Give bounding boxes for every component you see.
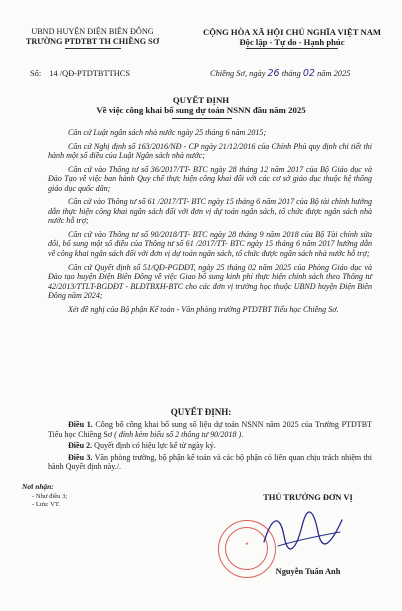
article-text: Văn phòng trường, bộ phận kế toán và các bộ phận có liên quan chịu trách nhiệm thi hành Quyết định này./.	[48, 452, 372, 472]
signer-title: THỦ TRƯỞNG ĐƠN VỊ	[263, 493, 353, 502]
preamble-item: Căn cứ vào Thông tư số 36/2017/TT- BTC ngày 28 tháng 12 năm 2017 của Bộ Giáo dục và Đào Tạo về việc ban hành Quy chế thực hiện công khai đối với các cơ sở giáo dục thuộc hệ thống giáo dục quốc dân;	[48, 164, 372, 193]
article-label: Điều 1.	[68, 420, 93, 429]
header-right-rule	[246, 48, 338, 49]
title-rule	[172, 118, 232, 119]
recipients	[22, 482, 67, 509]
date-day: 26	[267, 68, 280, 79]
article-1	[48, 420, 372, 439]
doc-number-prefix: Số:	[30, 69, 42, 78]
article-tail: .	[241, 429, 244, 439]
preamble-item: Căn cứ Quyết định số 51/QĐ-PGDĐT, ngày 25 tháng 02 năm 2025 của Phòng Giáo dục và Đào tạo huyện Điện Biên Đông về việc Giao bổ sung kinh phí thực hiện chính sách theo Thông tư 42/2013/TTLT-BGDĐT - BLĐTBXH-BTC cho các đơn vị trường học thuộc UBND huyện Điện Biên Đông năm 2024;	[48, 262, 372, 301]
preamble	[48, 128, 372, 314]
preamble-item: Căn cứ Luật ngân sách nhà nước ngày 25 tháng 6 năm 2015;	[68, 128, 267, 137]
articles	[48, 420, 372, 472]
preamble-item: Căn cứ vào Thông tư số 61 /2017/TT- BTC ngày 15 tháng 6 năm 2017 của Bộ tài chính hướng dẫn thực hiện công khai ngân sách đối với đơn vị dự toán ngân sách, tổ chức được ngân sách nhà nước hỗ trợ;	[48, 197, 372, 226]
article-text: Công bố công khai bổ sung số liệu dự toán NSNN năm 2025 của Trường PTDTBT Tiểu học Chiềng Sơ	[48, 420, 372, 439]
decision-heading: QUYẾT ĐỊNH:	[170, 407, 232, 417]
doc-number	[30, 69, 130, 79]
doc-number-value: 14	[49, 69, 58, 78]
article-note: ( đính kèm biểu số 2 thông tư 90/2018 )	[114, 429, 242, 439]
signer-name: Nguyễn Tuấn Anh	[275, 567, 341, 576]
header-left	[10, 27, 175, 47]
header-left-rule	[65, 48, 121, 49]
header-right	[186, 27, 398, 47]
recipients-heading: Nơi nhận:	[22, 482, 54, 491]
article-label: Điều 3.	[68, 452, 93, 462]
decision-subject: Về việc công khai bổ sung dự toán NSNN đầu năm 2025	[96, 105, 306, 115]
article-2	[48, 441, 372, 451]
article-label: Điều 2.	[68, 441, 93, 451]
handwritten-signature	[258, 506, 348, 556]
preamble-item: Căn cứ vào Thông tư số 90/2018/TT- BTC ngày 28 tháng 9 năm 2018 của Bộ Tài chính sửa đổi, bổ sung một số điều của Thông tư số 61 /2017/TT- BTC ngày 15 tháng 6 năm 2017 hướng dẫn về công khai ngân sách đối với đơn vị dự toán ngân sách, tổ chức được ngân sách nhà nước hỗ trợ;	[48, 229, 372, 259]
stamp-text: ★	[245, 542, 249, 547]
place-date-prefix: Chiềng Sơ, ngày	[210, 69, 266, 78]
decision-title: QUYẾT ĐỊNH	[172, 95, 230, 105]
org-parent: UBND HUYỆN ĐIỆN BIÊN ĐÔNG	[31, 27, 154, 36]
date-month: 02	[302, 68, 315, 79]
preamble-item: Xét đề nghị của Bộ phận Kế toán - Văn phòng trường PTDTBT Tiểu học Chiềng Sơ.	[68, 304, 339, 314]
date-month-word: tháng	[281, 69, 301, 78]
motto: Độc lập - Tự do - Hạnh phúc	[239, 37, 345, 47]
nation-title: CỘNG HÒA XÃ HỘI CHỦ NGHĨA VIỆT NAM	[202, 27, 382, 37]
doc-number-suffix: /QĐ-PTDTBTTHCS	[59, 69, 131, 78]
recipient-item: - Lưu: VT.	[32, 501, 61, 508]
place-date	[210, 69, 350, 79]
preamble-item: Căn cứ Nghị định số 163/2016/NĐ - CP ngày 21/12/2016 của Chính Phủ quy định chi tiết thi hành một số điều của Luật Ngân sách nhà nước;	[48, 141, 372, 161]
org-name: TRƯỜNG PTDTBT TH CHIỀNG SƠ	[25, 37, 160, 46]
article-3	[48, 453, 372, 472]
date-year: năm 2025	[317, 69, 351, 78]
article-text: Quyết định có hiệu lực kể từ ngày ký.	[92, 441, 216, 451]
recipient-item: - Như điều 3;	[32, 493, 68, 500]
